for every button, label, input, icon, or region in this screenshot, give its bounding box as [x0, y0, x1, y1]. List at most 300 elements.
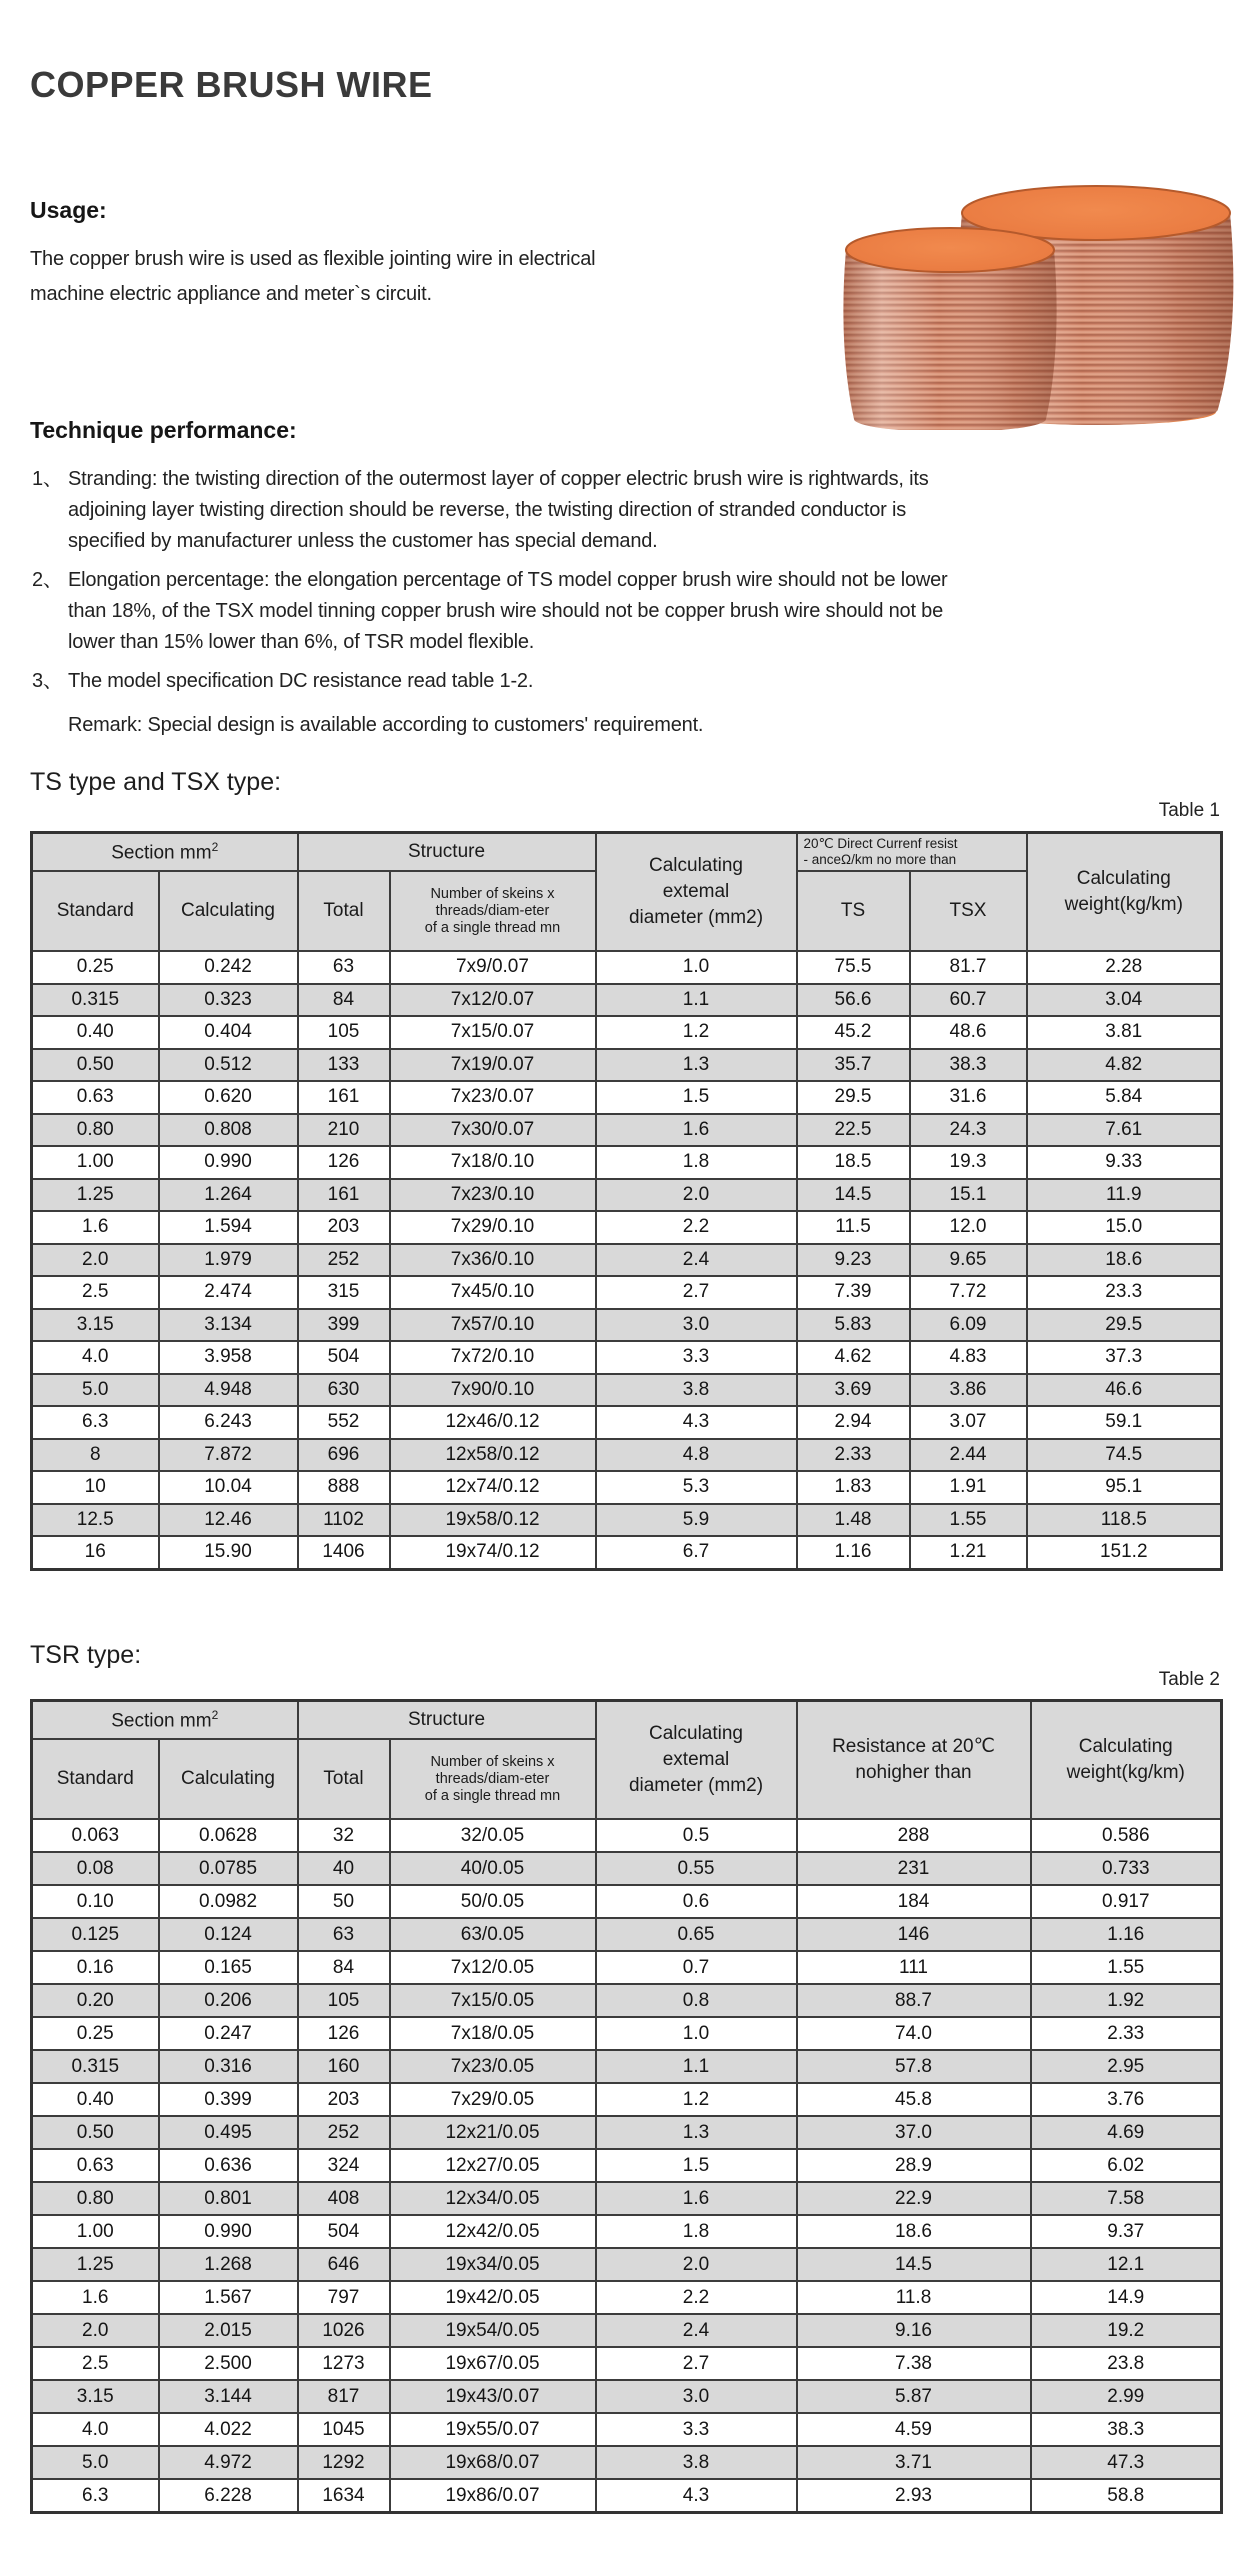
table-cell: 14.9: [1031, 2281, 1222, 2314]
spool-left: [843, 228, 1056, 430]
table-cell: 1.5: [596, 2149, 797, 2182]
table-cell: 3.0: [596, 1309, 797, 1342]
table-cell: 10: [32, 1471, 159, 1504]
table-cell: 12x34/0.05: [390, 2182, 596, 2215]
item-line: Stranding: the twisting direction of the outermost layer of copper electric brush wire is rightwards, its: [68, 468, 929, 490]
table-cell: 9.16: [797, 2314, 1031, 2347]
table-cell: 184: [797, 1885, 1031, 1918]
table-row: [32, 951, 1222, 984]
table-cell: 6.7: [596, 1536, 797, 1569]
remark-text: Remark: Special design is available according to customers' requirement.: [68, 714, 704, 736]
table-cell: 0.40: [32, 1016, 159, 1049]
table-cell: 14.5: [797, 1179, 910, 1212]
table-cell: 1.1: [596, 984, 797, 1017]
table-cell: 0.63: [32, 2149, 159, 2182]
table-cell: 19x55/0.07: [390, 2413, 596, 2446]
table-cell: 7.39: [797, 1276, 910, 1309]
header-standard: Standard: [32, 1739, 159, 1819]
table-cell: 10.04: [159, 1471, 298, 1504]
table-cell: 0.801: [159, 2182, 298, 2215]
table2-section-heading: TSR type:: [30, 1641, 142, 1669]
table-cell: 1406: [298, 1536, 390, 1569]
table-cell: 7.872: [159, 1439, 298, 1472]
table-cell: 817: [298, 2380, 390, 2413]
table-cell: 3.04: [1027, 984, 1222, 1017]
header-standard: Standard: [32, 871, 159, 951]
table-cell: 12x42/0.05: [390, 2215, 596, 2248]
table-cell: 504: [298, 2215, 390, 2248]
header-dc-resistance: 20℃ Direct Currenf resist - anceΩ/km no more than: [797, 833, 1027, 872]
table-cell: 1026: [298, 2314, 390, 2347]
table-cell: 2.94: [797, 1406, 910, 1439]
table-cell: 2.33: [797, 1439, 910, 1472]
table-cell: 11.9: [1027, 1179, 1222, 1212]
table-cell: 0.404: [159, 1016, 298, 1049]
table-cell: 31.6: [910, 1081, 1027, 1114]
table1-container: [30, 831, 1223, 1571]
table1-header: [32, 833, 1222, 952]
table-cell: 504: [298, 1341, 390, 1374]
table-cell: 1.92: [1031, 1984, 1222, 2017]
table-cell: 6.09: [910, 1309, 1027, 1342]
table-row: [32, 2281, 1222, 2314]
table-cell: 1292: [298, 2446, 390, 2479]
table-cell: 0.8: [596, 1984, 797, 2017]
table-cell: 1.8: [596, 2215, 797, 2248]
table-cell: 288: [797, 1819, 1031, 1852]
table-cell: 252: [298, 1244, 390, 1277]
table-cell: 0.7: [596, 1951, 797, 1984]
table-cell: 4.59: [797, 2413, 1031, 2446]
table-cell: 7x23/0.10: [390, 1179, 596, 1212]
table-cell: 1.3: [596, 2116, 797, 2149]
table-row: [32, 1016, 1222, 1049]
table-cell: 0.165: [159, 1951, 298, 1984]
table-cell: 23.3: [1027, 1276, 1222, 1309]
table-row: [32, 1309, 1222, 1342]
table-cell: 0.63: [32, 1081, 159, 1114]
table-cell: 0.316: [159, 2050, 298, 2083]
table-cell: 1.1: [596, 2050, 797, 2083]
table-cell: 12x21/0.05: [390, 2116, 596, 2149]
usage-line: The copper brush wire is used as flexible jointing wire in electrical: [30, 248, 596, 270]
table-cell: 74.5: [1027, 1439, 1222, 1472]
item-line: adjoining layer twisting direction should be reverse, the twisting direction of stranded conductor is: [68, 499, 907, 521]
table-row: [32, 2083, 1222, 2116]
table-cell: 32/0.05: [390, 1819, 596, 1852]
table1-section-heading: TS type and TSX type:: [30, 768, 282, 796]
table-cell: 2.44: [910, 1439, 1027, 1472]
table-cell: 3.76: [1031, 2083, 1222, 2116]
table-cell: 161: [298, 1179, 390, 1212]
table-cell: 160: [298, 2050, 390, 2083]
table-cell: 5.83: [797, 1309, 910, 1342]
table-cell: 22.9: [797, 2182, 1031, 2215]
table-cell: 48.6: [910, 1016, 1027, 1049]
table-cell: 1.91: [910, 1471, 1027, 1504]
table1: [30, 831, 1223, 1571]
table-row: [32, 1918, 1222, 1951]
table-cell: 84: [298, 984, 390, 1017]
item-line: specified by manufacturer unless the customer has special demand.: [68, 530, 658, 552]
table-cell: 19.2: [1031, 2314, 1222, 2347]
table-cell: 7.61: [1027, 1114, 1222, 1147]
table-row: [32, 2314, 1222, 2347]
table-cell: 4.8: [596, 1439, 797, 1472]
table-cell: 50/0.05: [390, 1885, 596, 1918]
table-cell: 3.69: [797, 1374, 910, 1407]
table-cell: 6.3: [32, 1406, 159, 1439]
header-total: Total: [298, 871, 390, 951]
table-cell: 105: [298, 1984, 390, 2017]
table-cell: 2.0: [32, 1244, 159, 1277]
table-cell: 0.315: [32, 984, 159, 1017]
table-row: [32, 2380, 1222, 2413]
table-cell: 22.5: [797, 1114, 910, 1147]
table-cell: 1.0: [596, 2017, 797, 2050]
table-row: [32, 2446, 1222, 2479]
table-cell: 630: [298, 1374, 390, 1407]
table-cell: 15.0: [1027, 1211, 1222, 1244]
header-structure: Structure: [298, 833, 596, 872]
table-row: [32, 1439, 1222, 1472]
table-cell: 0.0628: [159, 1819, 298, 1852]
header-ts: TS: [797, 871, 910, 951]
table-cell: 151.2: [1027, 1536, 1222, 1569]
table-cell: 696: [298, 1439, 390, 1472]
table-cell: 60.7: [910, 984, 1027, 1017]
table-cell: 63: [298, 951, 390, 984]
table-cell: 2.28: [1027, 951, 1222, 984]
table-cell: 3.07: [910, 1406, 1027, 1439]
table-cell: 888: [298, 1471, 390, 1504]
table-cell: 252: [298, 2116, 390, 2149]
table-cell: 19x34/0.05: [390, 2248, 596, 2281]
table-cell: 56.6: [797, 984, 910, 1017]
table-cell: 3.81: [1027, 1016, 1222, 1049]
table-cell: 2.474: [159, 1276, 298, 1309]
table-cell: 19x86/0.07: [390, 2479, 596, 2513]
table-cell: 203: [298, 2083, 390, 2116]
table-cell: 2.7: [596, 2347, 797, 2380]
table-cell: 1.83: [797, 1471, 910, 1504]
header-weight: Calculating weight(kg/km): [1031, 1701, 1222, 1820]
table-row: [32, 1984, 1222, 2017]
table-cell: 0.5: [596, 1819, 797, 1852]
table-cell: 105: [298, 1016, 390, 1049]
table-cell: 1.3: [596, 1049, 797, 1082]
table-cell: 324: [298, 2149, 390, 2182]
table-cell: 2.93: [797, 2479, 1031, 2513]
header-resistance: Resistance at 20℃ nohigher than: [797, 1701, 1031, 1820]
table-cell: 3.15: [32, 2380, 159, 2413]
copper-wire-spools-image: [826, 168, 1236, 435]
item-line: than 18%, of the TSX model tinning copper brush wire should not be copper brush wire should not be: [68, 600, 944, 622]
table-cell: 111: [797, 1951, 1031, 1984]
table-row: [32, 1504, 1222, 1537]
table-cell: 1.48: [797, 1504, 910, 1537]
table-cell: 11.8: [797, 2281, 1031, 2314]
table-cell: 646: [298, 2248, 390, 2281]
item-number: 3、: [32, 670, 63, 692]
table-cell: 2.5: [32, 1276, 159, 1309]
table-cell: 6.02: [1031, 2149, 1222, 2182]
table-cell: 47.3: [1031, 2446, 1222, 2479]
table-cell: 1.2: [596, 2083, 797, 2116]
header-diameter: Calculating extemal diameter (mm2): [596, 1701, 797, 1820]
table-cell: 3.144: [159, 2380, 298, 2413]
table-cell: 0.55: [596, 1852, 797, 1885]
table-cell: 408: [298, 2182, 390, 2215]
usage-line: machine electric appliance and meter`s circuit.: [30, 283, 432, 305]
table-cell: 7x30/0.07: [390, 1114, 596, 1147]
table-cell: 3.958: [159, 1341, 298, 1374]
table-cell: 1.16: [797, 1536, 910, 1569]
table-cell: 14.5: [797, 2248, 1031, 2281]
table-cell: 1.6: [32, 1211, 159, 1244]
table-cell: 4.3: [596, 1406, 797, 1439]
item-line: lower than 15% lower than 6%, of TSR model flexible.: [68, 631, 535, 653]
table-cell: 9.65: [910, 1244, 1027, 1277]
table-cell: 1.0: [596, 951, 797, 984]
table-row: [32, 2347, 1222, 2380]
table-cell: 40/0.05: [390, 1852, 596, 1885]
table2: [30, 1699, 1223, 2514]
table-row: [32, 1049, 1222, 1082]
technique-heading: Technique performance:: [30, 417, 297, 443]
table-cell: 1.594: [159, 1211, 298, 1244]
table-cell: 40: [298, 1852, 390, 1885]
table-cell: 1.00: [32, 1146, 159, 1179]
table-cell: 19.3: [910, 1146, 1027, 1179]
table-cell: 63: [298, 1918, 390, 1951]
table-cell: 16: [32, 1536, 159, 1569]
table-cell: 12x58/0.12: [390, 1439, 596, 1472]
table-cell: 7x45/0.10: [390, 1276, 596, 1309]
table-cell: 0.25: [32, 2017, 159, 2050]
table-cell: 74.0: [797, 2017, 1031, 2050]
table2-body: [32, 1819, 1222, 2513]
table-row: [32, 1114, 1222, 1147]
table-cell: 28.9: [797, 2149, 1031, 2182]
table-cell: 126: [298, 1146, 390, 1179]
table-cell: 1.8: [596, 1146, 797, 1179]
table-cell: 12.5: [32, 1504, 159, 1537]
table-cell: 0.620: [159, 1081, 298, 1114]
usage-text: [30, 242, 595, 312]
table-cell: 4.972: [159, 2446, 298, 2479]
table-cell: 12.0: [910, 1211, 1027, 1244]
table-cell: 1.268: [159, 2248, 298, 2281]
table-cell: 231: [797, 1852, 1031, 1885]
table-cell: 3.71: [797, 2446, 1031, 2479]
table-row: [32, 1536, 1222, 1569]
header-diameter: Calculating extemal diameter (mm2): [596, 833, 797, 952]
table-cell: 18.6: [797, 2215, 1031, 2248]
table-cell: 19x42/0.05: [390, 2281, 596, 2314]
table2-header: [32, 1701, 1222, 1820]
technique-list: [30, 464, 1220, 741]
table-row: [32, 2149, 1222, 2182]
table-row: [32, 1081, 1222, 1114]
table-cell: 0.50: [32, 1049, 159, 1082]
table-cell: 399: [298, 1309, 390, 1342]
table-cell: 0.6: [596, 1885, 797, 1918]
table-cell: 3.8: [596, 2446, 797, 2479]
table-row: [32, 1951, 1222, 1984]
table-row: [32, 1244, 1222, 1277]
table-row: [32, 1819, 1222, 1852]
header-calculating: Calculating: [159, 1739, 298, 1819]
table-cell: 0.124: [159, 1918, 298, 1951]
table-cell: 0.80: [32, 2182, 159, 2215]
table-cell: 0.512: [159, 1049, 298, 1082]
header-tsx: TSX: [910, 871, 1027, 951]
table1-label: Table 1: [1158, 800, 1220, 821]
table-cell: 12x74/0.12: [390, 1471, 596, 1504]
table-cell: 2.7: [596, 1276, 797, 1309]
table-row: [32, 2017, 1222, 2050]
header-weight: Calculating weight(kg/km): [1027, 833, 1222, 952]
table-row: [32, 1211, 1222, 1244]
header-section: Section $mm^2$: [32, 1701, 298, 1740]
item-line: The model specification DC resistance read table 1-2.: [68, 670, 534, 692]
table-cell: 126: [298, 2017, 390, 2050]
table-cell: 19x74/0.12: [390, 1536, 596, 1569]
table-cell: 3.134: [159, 1309, 298, 1342]
table-cell: 3.15: [32, 1309, 159, 1342]
table-row: [32, 2116, 1222, 2149]
table-row: [32, 1341, 1222, 1374]
table-cell: 0.10: [32, 1885, 159, 1918]
table-cell: 1.6: [596, 2182, 797, 2215]
table1-body: [32, 951, 1222, 1569]
table-cell: 19x68/0.07: [390, 2446, 596, 2479]
table-cell: 4.69: [1031, 2116, 1222, 2149]
table-cell: 4.0: [32, 2413, 159, 2446]
table-cell: 4.3: [596, 2479, 797, 2513]
table-cell: 57.8: [797, 2050, 1031, 2083]
table-cell: 7x9/0.07: [390, 951, 596, 984]
table-cell: 1045: [298, 2413, 390, 2446]
table-cell: 0.063: [32, 1819, 159, 1852]
table-cell: 1.5: [596, 1081, 797, 1114]
table-cell: 1.55: [1031, 1951, 1222, 1984]
table-cell: 7x12/0.05: [390, 1951, 596, 1984]
table-row: [32, 1146, 1222, 1179]
table-cell: 2.4: [596, 1244, 797, 1277]
table-cell: 1.21: [910, 1536, 1027, 1569]
table-row: [32, 2182, 1222, 2215]
table-cell: 2.2: [596, 1211, 797, 1244]
table-cell: 9.37: [1031, 2215, 1222, 2248]
table-cell: 5.0: [32, 2446, 159, 2479]
table-cell: 63/0.05: [390, 1918, 596, 1951]
page-title: COPPER BRUSH WIRE: [30, 64, 433, 105]
table-cell: 146: [797, 1918, 1031, 1951]
technique-item-2: [30, 565, 1220, 658]
table-cell: 35.7: [797, 1049, 910, 1082]
table-cell: 2.99: [1031, 2380, 1222, 2413]
table-cell: 7x90/0.10: [390, 1374, 596, 1407]
table-row: [32, 2248, 1222, 2281]
table-cell: 2.4: [596, 2314, 797, 2347]
table2-label: Table 2: [1158, 1669, 1220, 1690]
table-cell: 9.23: [797, 1244, 910, 1277]
table-cell: 29.5: [1027, 1309, 1222, 1342]
table-cell: 81.7: [910, 951, 1027, 984]
table-cell: 0.16: [32, 1951, 159, 1984]
table-row: [32, 1471, 1222, 1504]
table-cell: 5.9: [596, 1504, 797, 1537]
table-cell: 4.948: [159, 1374, 298, 1407]
item-line: Elongation percentage: the elongation percentage of TS model copper brush wire should not be lower: [68, 569, 948, 591]
table-cell: 11.5: [797, 1211, 910, 1244]
table-cell: 161: [298, 1081, 390, 1114]
table-cell: 59.1: [1027, 1406, 1222, 1439]
table-cell: 18.6: [1027, 1244, 1222, 1277]
table-row: [32, 2479, 1222, 2513]
table-cell: 6.228: [159, 2479, 298, 2513]
table-cell: 15.1: [910, 1179, 1027, 1212]
table-cell: 1102: [298, 1504, 390, 1537]
table-cell: 2.0: [596, 1179, 797, 1212]
table-cell: 1.2: [596, 1016, 797, 1049]
table-cell: 24.3: [910, 1114, 1027, 1147]
table-cell: 12.1: [1031, 2248, 1222, 2281]
table-cell: 0.315: [32, 2050, 159, 2083]
technique-item-3: [30, 666, 1220, 697]
table-cell: 1.00: [32, 2215, 159, 2248]
table-cell: 2.015: [159, 2314, 298, 2347]
table-cell: 2.95: [1031, 2050, 1222, 2083]
table-cell: 1273: [298, 2347, 390, 2380]
table-cell: 2.5: [32, 2347, 159, 2380]
header-section: Section $mm^2$: [32, 833, 298, 872]
table-cell: 3.3: [596, 2413, 797, 2446]
table-cell: 12x27/0.05: [390, 2149, 596, 2182]
table-cell: 2.0: [32, 2314, 159, 2347]
table-cell: 7x15/0.05: [390, 1984, 596, 2017]
table-cell: 7x29/0.10: [390, 1211, 596, 1244]
table-cell: 1.55: [910, 1504, 1027, 1537]
table-cell: 1.979: [159, 1244, 298, 1277]
table-cell: 315: [298, 1276, 390, 1309]
table-row: [32, 984, 1222, 1017]
table-cell: 37.0: [797, 2116, 1031, 2149]
table-cell: 3.0: [596, 2380, 797, 2413]
table-cell: 75.5: [797, 951, 910, 984]
table-cell: 12x46/0.12: [390, 1406, 596, 1439]
table-cell: 8: [32, 1439, 159, 1472]
table-cell: 0.990: [159, 1146, 298, 1179]
table-cell: 7x19/0.07: [390, 1049, 596, 1082]
table-cell: 1.16: [1031, 1918, 1222, 1951]
table-cell: 50: [298, 1885, 390, 1918]
table-cell: 4.022: [159, 2413, 298, 2446]
table-cell: 7x15/0.07: [390, 1016, 596, 1049]
table-cell: 1634: [298, 2479, 390, 2513]
table-cell: 0.990: [159, 2215, 298, 2248]
table-cell: 0.917: [1031, 1885, 1222, 1918]
header-skeins: Number of skeins x threads/diam-eter of a single thread mn: [390, 871, 596, 951]
table-cell: 0.495: [159, 2116, 298, 2149]
table-cell: 5.0: [32, 1374, 159, 1407]
table-cell: 1.25: [32, 1179, 159, 1212]
table-cell: 5.84: [1027, 1081, 1222, 1114]
table-cell: 0.323: [159, 984, 298, 1017]
table-cell: 0.399: [159, 2083, 298, 2116]
